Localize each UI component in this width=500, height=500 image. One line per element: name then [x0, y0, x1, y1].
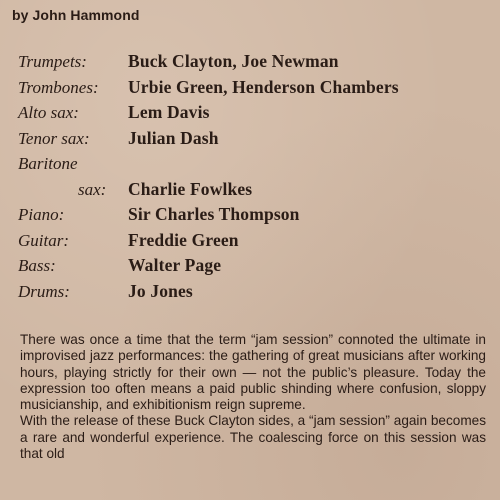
- instrument-label: Tenor sax:: [18, 128, 90, 148]
- musician-names: Urbie Green, Henderson Chambers: [128, 76, 399, 97]
- musician-names: Walter Page: [128, 255, 222, 275]
- personnel-row-tenor-sax: [18, 126, 488, 152]
- personnel-row-baritone-sax: [18, 151, 488, 202]
- musician-names: Sir Charles Thompson: [128, 204, 300, 224]
- instrument-label: Bass:: [18, 256, 56, 275]
- instrument-label: Piano:: [18, 205, 65, 224]
- personnel-row-piano: [18, 202, 488, 228]
- personnel-row-trombones: [18, 75, 488, 101]
- personnel-row-alto-sax: [18, 100, 488, 126]
- instrument-label: Alto sax:: [18, 103, 79, 122]
- personnel-row-drums: [18, 279, 488, 305]
- personnel-row-trumpets: [18, 49, 488, 75]
- personnel-row-bass: [18, 253, 488, 279]
- liner-notes-text: [20, 332, 486, 462]
- instrument-label: Drums:: [18, 281, 70, 301]
- musician-names: Julian Dash: [128, 127, 219, 148]
- byline: by John Hammond: [12, 7, 140, 23]
- notes-paragraph: With the release of these Buck Clayton sides, a “jam session” again becomes a rare and wonderful experience. The coalescing force on this session was that old: [20, 413, 486, 462]
- instrument-label: Guitar:: [18, 230, 69, 250]
- notes-paragraph: There was once a time that the term “jam session” connoted the ultimate in improvised jazz performances: the gathering of great musicians after working hours, playing strictly for their own — not the public’s pleasure. Today the expression too often means a paid public shinding where confusion, sloppy musicianship, and exhibitionism reign supreme.: [20, 332, 486, 413]
- instrument-label: Trumpets:: [18, 52, 87, 71]
- instrument-label-line1: Baritone: [18, 154, 78, 173]
- instrument-label: Trombones:: [18, 77, 99, 97]
- musician-names: Freddie Green: [128, 229, 239, 250]
- musician-names: Jo Jones: [128, 280, 193, 301]
- musician-names: Buck Clayton, Joe Newman: [128, 51, 339, 71]
- musician-names: Charlie Fowlkes: [128, 178, 253, 199]
- personnel-row-guitar: [18, 228, 488, 254]
- instrument-label-line2: sax:: [78, 179, 107, 199]
- instrument-label: [18, 151, 106, 202]
- musician-names: Lem Davis: [128, 102, 210, 122]
- personnel-list: [18, 49, 488, 304]
